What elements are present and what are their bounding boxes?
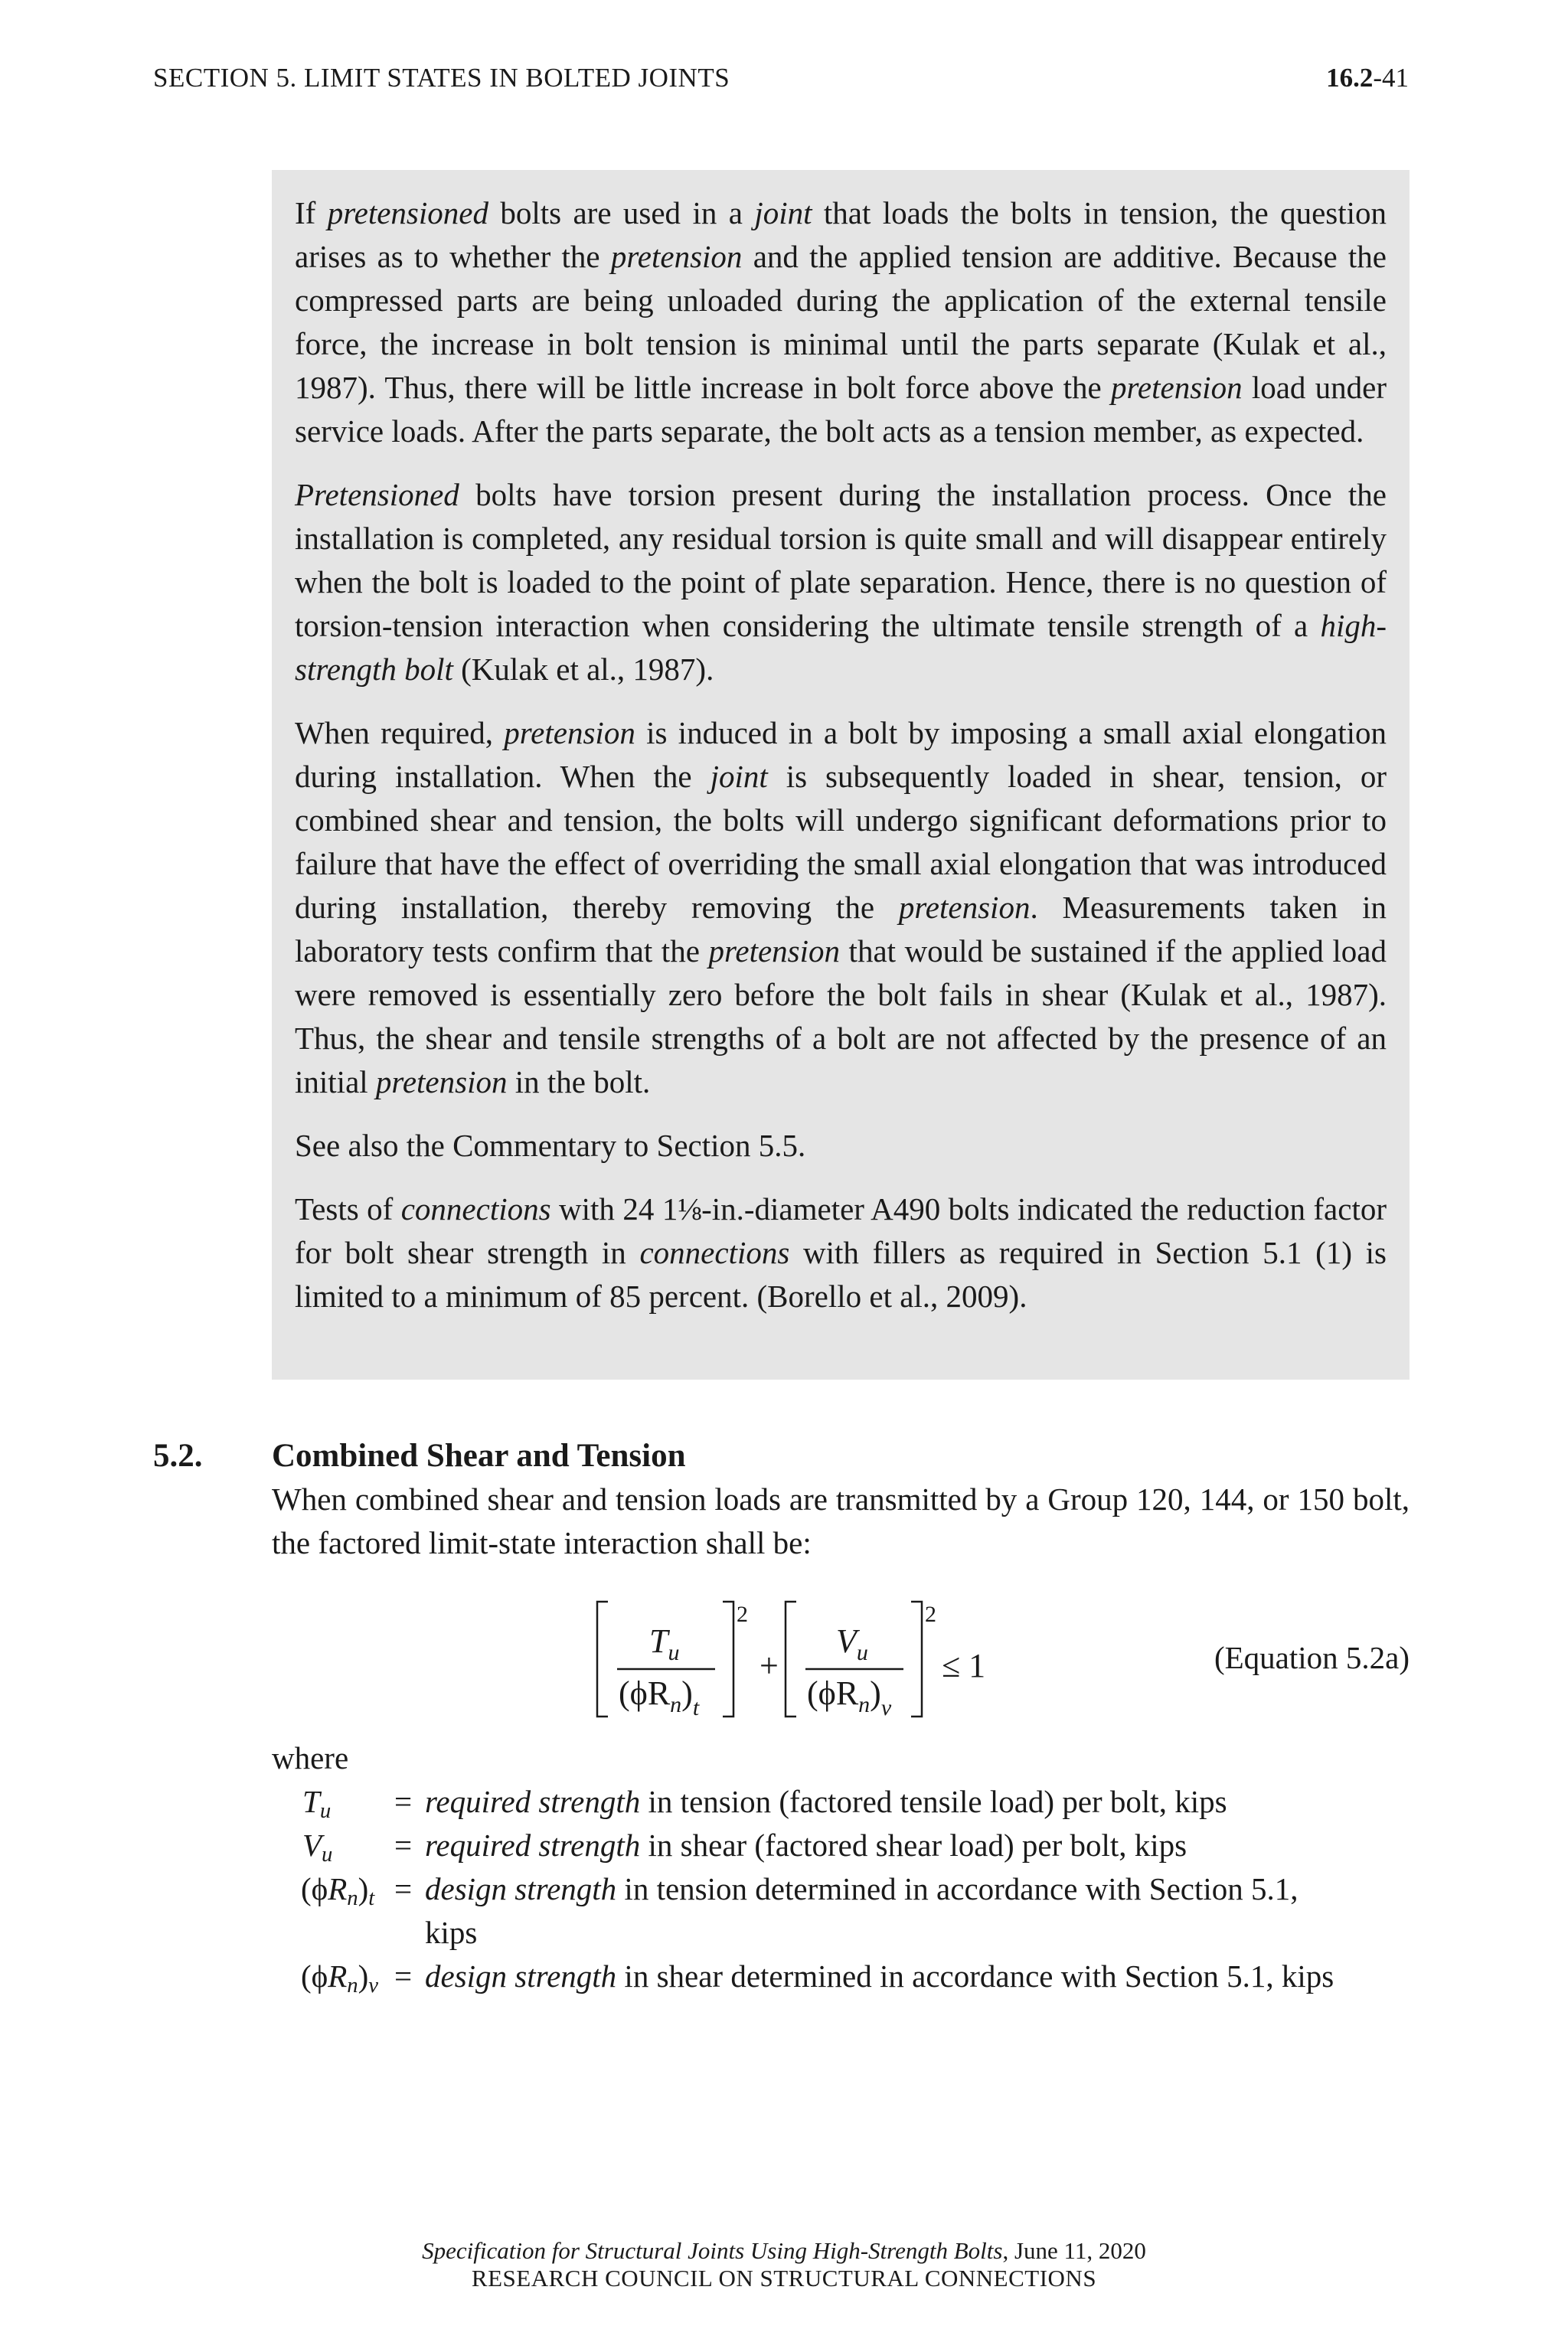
definition-equals: =: [394, 1784, 413, 1819]
exponent-2: 2: [925, 1602, 936, 1627]
definition-tu: [272, 1780, 1410, 1824]
footer-title: Specification for Structural Joints Using High-Strength Bolts: [422, 2237, 1003, 2264]
fraction-2-numerator: $V_u$: [836, 1622, 868, 1665]
definition-text-vu: required strength in shear (factored shear load) per bolt, kips: [425, 1828, 1187, 1863]
plus-sign: +: [760, 1647, 779, 1684]
definition-text-tu: required strength in tension (factored tensile load) per bolt, kips: [425, 1784, 1227, 1819]
commentary-paragraph-1: If pretensioned bolts are used in a joint that loads the bolts in tension, the question arises as to whether the pretension and the applied tension are additive. Because the compressed parts are being unloaded during the application of the external tensile force, the increase in bolt tension is minimal until the parts separate (Kulak et al., 1987). Thus, there will be little increase in bolt force above the pretension load under service loads. After the parts separate, the bolt acts as a tension member, as expected.: [295, 195, 1387, 449]
fraction-2-denominator: $(\phi R_n)_v$: [807, 1674, 892, 1720]
commentary-paragraph-3: When required, pretension is induced in a bolt by imposing a small axial elongation during installation. When the joint is subsequently loaded in shear, tension, or combined shear and tension, the bolts will undergo significant deformations prior to failure that have the effect of overriding the small axial elongation that was introduced during installation, thereby removing the pretension. Measurements taken in laboratory tests confirm that the pretension that would be sustained if the applied load were removed is essentially zero before the bolt fails in shear (Kulak et al., 1987). Thus, the shear and tensile strengths of a bolt are not affected by the presence of an initial pretension in the bolt.: [295, 715, 1387, 1099]
definition-phirn-t: [272, 1867, 1410, 1955]
definition-symbol-phirn-t: $(\phi R_n)_t$: [301, 1871, 375, 1911]
running-head: [153, 61, 1409, 95]
running-head-section-title: SECTION 5. LIMIT STATES IN BOLTED JOINTS: [153, 63, 730, 93]
footer-organization: RESEARCH COUNCIL ON STRUCTURAL CONNECTIONS: [471, 2265, 1097, 2292]
section-title: Combined Shear and Tension: [272, 1438, 686, 1474]
fraction-1-denominator: $(\phi R_n)_t$: [619, 1674, 700, 1720]
right-bracket-1: [723, 1602, 733, 1717]
definition-symbol-phirn-v: $(\phi R_n)_v$: [301, 1958, 379, 1998]
commentary-paragraph-5: Tests of connections with 24 1⅛-in.-diameter A490 bolts indicated the reduction factor for bolt shear strength in connections with fillers as required in Section 5.1 (1) is limited to a minimum of 85 percent. (Borello et al., 2009).: [295, 1191, 1387, 1314]
definition-symbol-tu: $T_u$: [302, 1784, 332, 1824]
page-number-prefix: 16.2: [1326, 63, 1374, 93]
fraction-1-numerator: $T_u$: [649, 1622, 680, 1665]
where-label: where: [272, 1740, 349, 1775]
footer-date: , June 11, 2020: [1002, 2237, 1146, 2264]
page-footer: [0, 2237, 1568, 2292]
definition-phirn-v: [272, 1955, 1410, 1998]
exponent-1: 2: [737, 1602, 748, 1627]
commentary-box: [272, 170, 1410, 1380]
definition-text-phirn-t: design strength in tension determined in accordance with Section 5.1, kips: [425, 1867, 1410, 1955]
equation-svg: [590, 1591, 1018, 1729]
footer-publication: [0, 2237, 1568, 2265]
commentary-paragraph-2: Pretensioned bolts have torsion present during the installation process. Once the installation is completed, any residual torsion is quite small and will disappear entirely when the bolt is loaded to the point of plate separation. Hence, there is no question of torsion-tension interaction when considering the ultimate tensile strength of a high-strength bolt (Kulak et al., 1987).: [295, 477, 1387, 687]
definition-equals: =: [394, 1958, 413, 1994]
definition-continuation: kips: [425, 1915, 478, 1950]
definition-equals: =: [394, 1871, 413, 1906]
equation-label: (Equation 5.2a): [1214, 1640, 1410, 1675]
section-heading: [153, 1433, 1409, 1479]
less-equal-one: ≤ 1: [942, 1647, 986, 1684]
interaction-equation: [590, 1591, 1018, 1729]
definition-equals: =: [394, 1828, 413, 1863]
section-number: 5.2.: [153, 1438, 203, 1474]
definition-text-phirn-v: design strength in shear determined in accordance with Section 5.1, kips: [425, 1958, 1334, 1994]
section-intro: When combined shear and tension loads are transmitted by a Group 120, 144, or 150 bolt, the factored limit-state interaction shall be:: [272, 1481, 1410, 1560]
definition-vu: [272, 1824, 1410, 1867]
definition-symbol-vu: $V_u$: [302, 1828, 333, 1867]
page-number: [1326, 61, 1409, 95]
definitions-list: [272, 1780, 1410, 1998]
left-bracket-1: [597, 1602, 608, 1717]
left-bracket-2: [786, 1602, 796, 1717]
right-bracket-2: [911, 1602, 922, 1717]
commentary-paragraph-4: See also the Commentary to Section 5.5.: [295, 1128, 806, 1163]
page-number-suffix: -41: [1373, 63, 1409, 93]
